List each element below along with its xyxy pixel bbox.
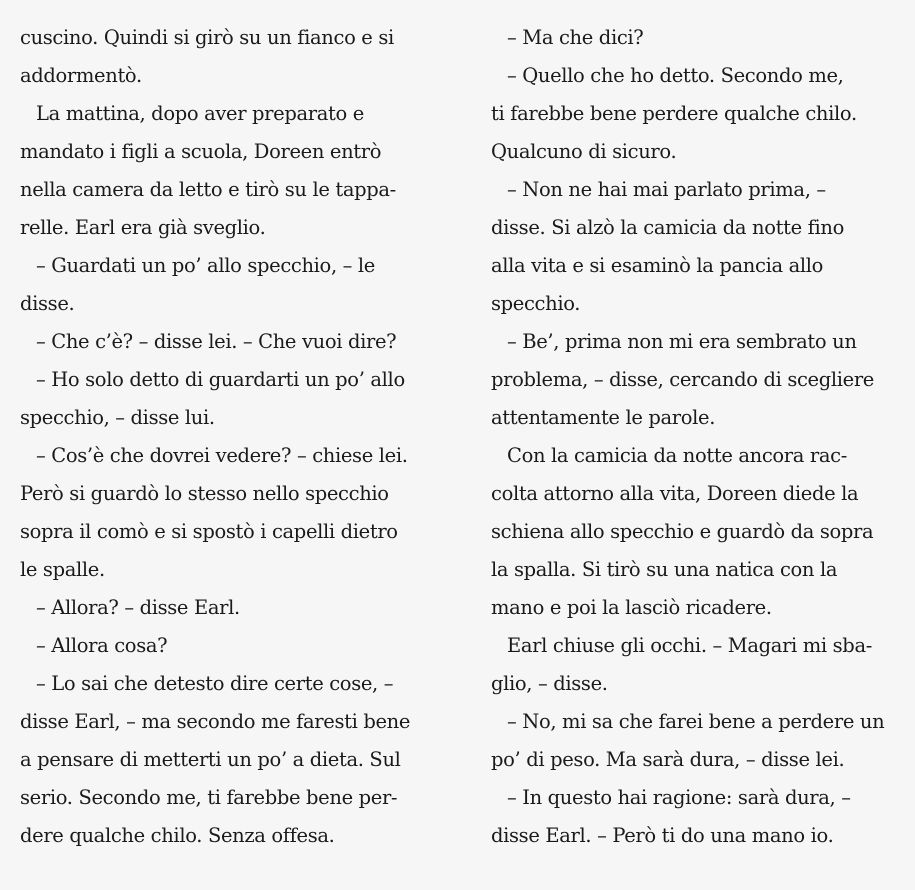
left-column [20,19,460,855]
text-line: Earl chiuse gli occhi. – Magari mi sba- [507,634,872,657]
text-line: mano e poi la lasciò ricadere. [491,596,772,619]
text-line: le spalle. [20,558,105,581]
text-line: – Ho solo detto di guardarti un po’ allo [36,368,405,391]
text-line: Con la camicia da notte ancora rac- [507,444,847,467]
text-line: disse Earl. – Però ti do una mano io. [491,824,834,847]
text-line: specchio. [491,292,581,315]
text-line: La mattina, dopo aver preparato e [36,102,364,125]
text-line: – Quello che ho detto. Secondo me, [507,64,844,87]
text-line: dere qualche chilo. Senza offesa. [20,824,335,847]
text-line: mandato i figli a scuola, Doreen entrò [20,140,382,163]
text-line: addormentò. [20,64,142,87]
text-line: disse. Si alzò la camicia da notte fino [491,216,844,239]
text-line: – No, mi sa che farei bene a perdere un [507,710,885,733]
text-line: – Che c’è? – disse lei. – Che vuoi dire? [36,330,397,353]
text-line: cuscino. Quindi si girò su un fianco e si [20,26,394,49]
text-line: – Guardati un po’ allo specchio, – le [36,254,375,277]
text-line: – Non ne hai mai parlato prima, – [507,178,826,201]
text-line: alla vita e si esaminò la pancia allo [491,254,824,277]
text-line: – Allora? – disse Earl. [36,596,240,619]
text-line: disse. [20,292,75,315]
text-line: relle. Earl era già sveglio. [20,216,266,239]
text-line: glio, – disse. [491,672,608,695]
text-line: a pensare di metterti un po’ a dieta. Sul [20,748,401,771]
text-line: nella camera da letto e tirò su le tappa- [20,178,396,201]
text-line: serio. Secondo me, ti farebbe bene per- [20,786,398,809]
text-line: – Cos’è che dovrei vedere? – chiese lei. [36,444,408,467]
text-line: attentamente le parole. [491,406,716,429]
text-line: – Be’, prima non mi era sembrato un [507,330,857,353]
text-line: – In questo hai ragione: sarà dura, – [507,786,851,809]
text-line: Però si guardò lo stesso nello specchio [20,482,389,505]
text-line: sopra il comò e si spostò i capelli dietro [20,520,398,543]
text-line: po’ di peso. Ma sarà dura, – disse lei. [491,748,845,771]
text-line: specchio, – disse lui. [20,406,215,429]
text-line: la spalla. Si tirò su una natica con la [491,558,838,581]
text-line: Qualcuno di sicuro. [491,140,677,163]
right-column [491,19,915,855]
text-line: disse Earl, – ma secondo me faresti bene [20,710,411,733]
text-line: ti farebbe bene perdere qualche chilo. [491,102,857,125]
text-line: colta attorno alla vita, Doreen diede la [491,482,859,505]
text-line: – Lo sai che detesto dire certe cose, – [36,672,394,695]
text-line: problema, – disse, cercando di scegliere [491,368,874,391]
text-line: schiena allo specchio e guardò da sopra [491,520,874,543]
text-line: – Ma che dici? [507,26,644,49]
text-line: – Allora cosa? [36,634,168,657]
